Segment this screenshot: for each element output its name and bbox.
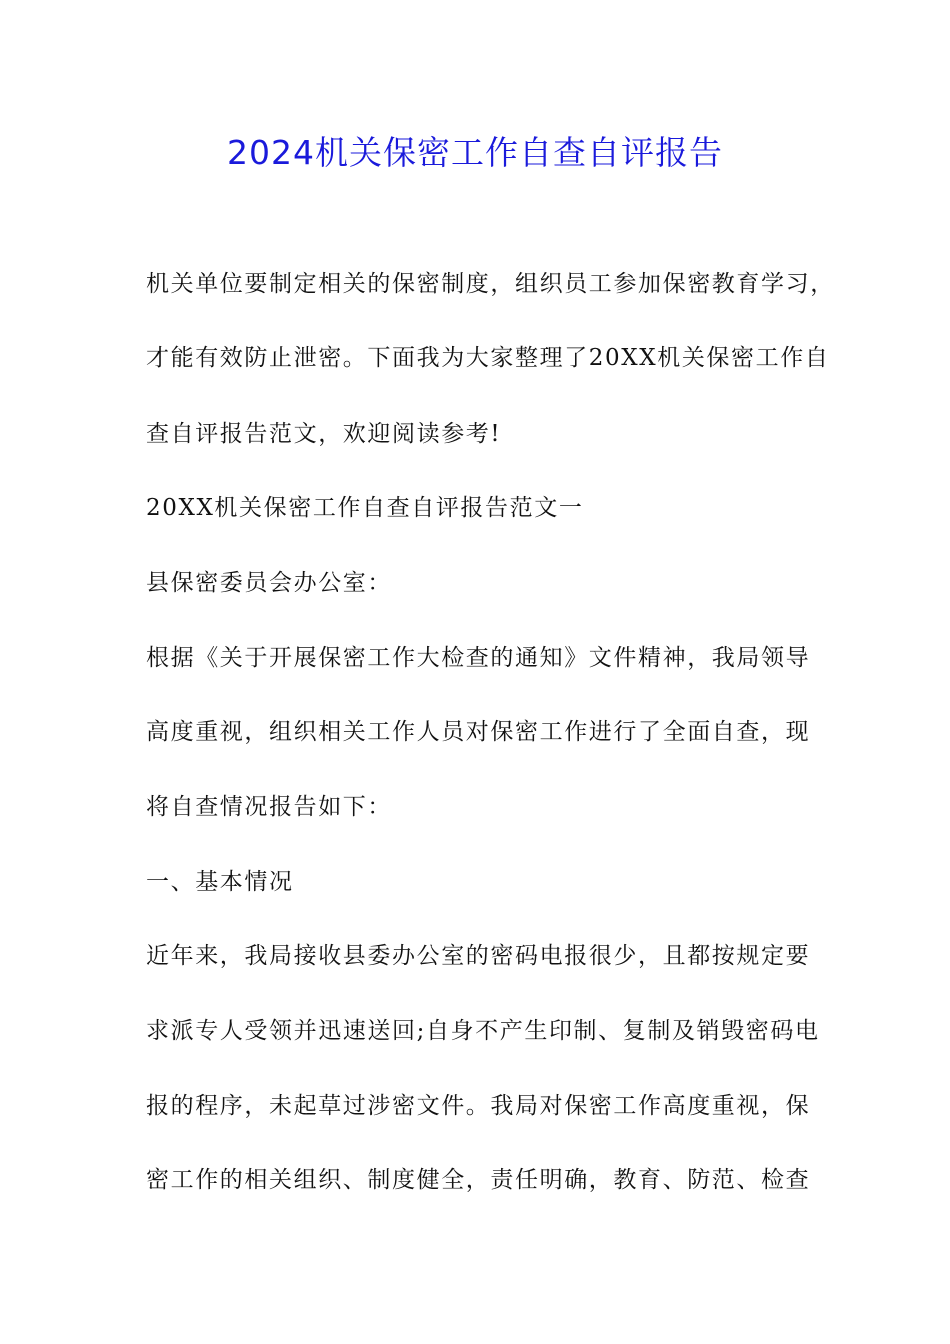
section-heading-fanwen-1: 20XX机关保密工作自查自评报告范文一 (146, 495, 584, 521)
body-line-2: 才能有效防止泄密。下面我为大家整理了20XX机关保密工作自 (146, 345, 830, 371)
section-heading-basic: 一、基本情况 (146, 869, 294, 895)
body-line-6: 根据《关于开展保密工作大检查的通知》文件精神，我局领导 (146, 645, 811, 671)
body-line-12: 报的程序，未起草过涉密文件。我局对保密工作高度重视，保 (146, 1093, 811, 1119)
body-line-3: 查自评报告范文，欢迎阅读参考! (146, 421, 502, 447)
body-line-11: 求派专人受领并迅速送回;自身不产生印制、复制及销毁密码电 (146, 1018, 820, 1044)
addressee-line: 县保密委员会办公室： (146, 570, 392, 596)
body-line-7: 高度重视，组织相关工作人员对保密工作进行了全面自查，现 (146, 719, 811, 745)
body-line-10: 近年来，我局接收县委办公室的密码电报很少，且都按规定要 (146, 943, 811, 969)
document-title: 2024机关保密工作自查自评报告 (227, 133, 723, 172)
body-line-13: 密工作的相关组织、制度健全，责任明确，教育、防范、检查 (146, 1167, 811, 1193)
body-line-1: 机关单位要制定相关的保密制度，组织员工参加保密教育学习， (146, 271, 835, 297)
body-line-8: 将自查情况报告如下： (146, 794, 392, 820)
